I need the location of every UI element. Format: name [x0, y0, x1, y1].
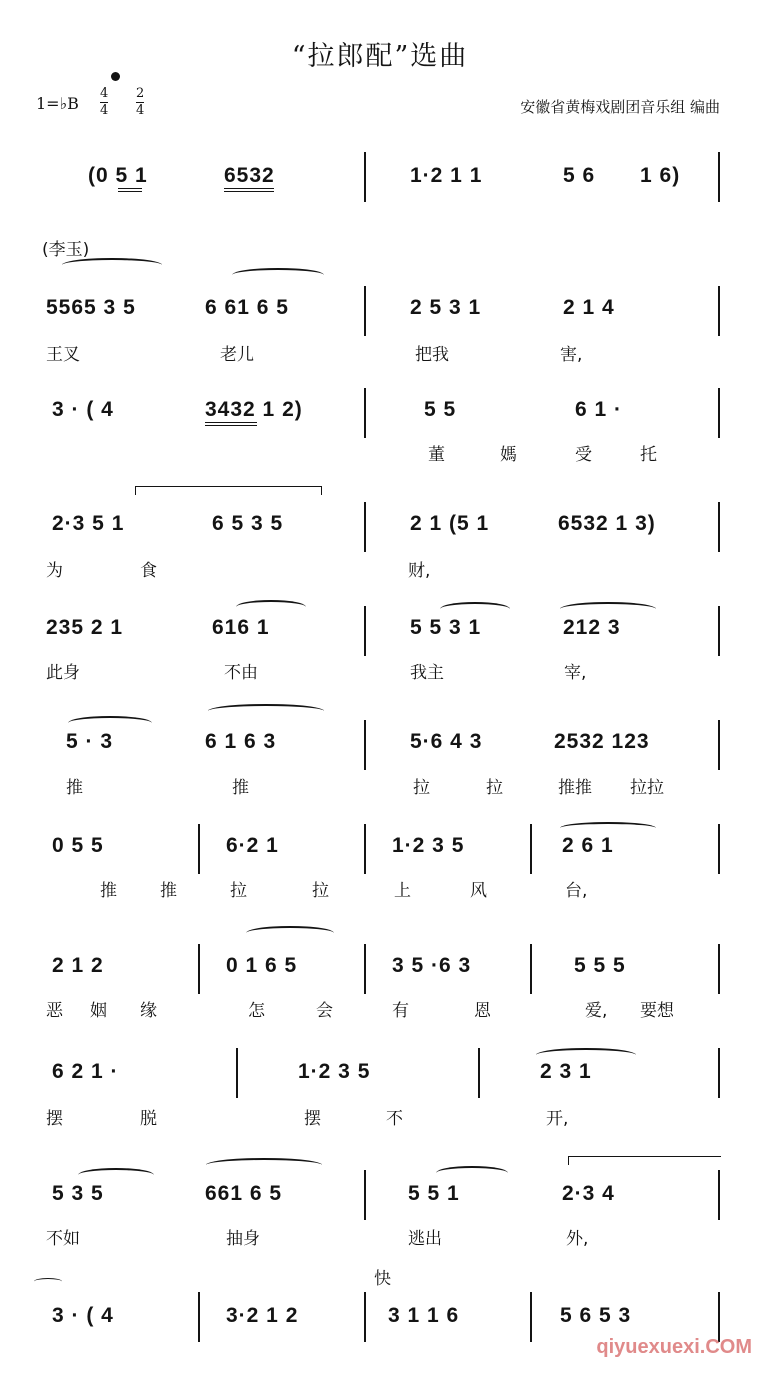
- bar-line: [198, 824, 200, 874]
- time-signature-4-4: [100, 86, 108, 119]
- lyric: 推: [66, 778, 83, 798]
- bar-line: [718, 944, 720, 994]
- tempo-marking: 快: [374, 1269, 391, 1289]
- note-group: 2 1 2: [52, 954, 104, 977]
- lyric: 媽: [500, 445, 517, 465]
- note-group: 2 1 4: [563, 296, 615, 319]
- lyric: 此身: [46, 663, 80, 683]
- bar-line: [718, 1170, 720, 1220]
- lyric: 拉: [486, 778, 503, 798]
- key-signature: 1=♭B: [36, 94, 79, 113]
- meter-numerator: 4: [100, 86, 109, 101]
- slur-mark: [232, 268, 324, 282]
- lyric: 不如: [46, 1229, 80, 1249]
- meter-denominator: 4: [136, 103, 145, 118]
- lyric: 财,: [408, 561, 431, 581]
- lyric: 摆: [304, 1109, 321, 1129]
- bar-line: [718, 824, 720, 874]
- tie-mark: [34, 1278, 62, 1285]
- underline-mark: [205, 422, 257, 426]
- note-group: 6532 1 3): [558, 512, 656, 535]
- note-group: 661 6 5: [205, 1182, 283, 1205]
- slur-mark: [560, 602, 656, 616]
- lyric: 拉: [312, 881, 329, 901]
- bar-line: [530, 824, 532, 874]
- lyric: 为: [46, 561, 63, 581]
- bar-line: [718, 286, 720, 336]
- lyric: 要想: [640, 1001, 674, 1021]
- note-group: 2·3 4: [562, 1182, 615, 1205]
- singer-label: (李玉): [42, 240, 90, 260]
- note-group: 6532: [224, 164, 275, 187]
- note-group: 1 6): [640, 164, 681, 187]
- lyric: 老儿: [220, 345, 254, 365]
- bar-line: [478, 1048, 480, 1098]
- lyric: 脱: [140, 1109, 157, 1129]
- note-group: 1·2 1 1: [410, 164, 483, 187]
- slur-mark: [78, 1168, 154, 1182]
- bar-line: [718, 502, 720, 552]
- bar-line: [364, 502, 366, 552]
- note-group: 5 6 5 3: [560, 1304, 632, 1327]
- bar-line: [718, 1048, 720, 1098]
- note-group: 3 · ( 4: [52, 398, 114, 421]
- note-group: 1·2 3 5: [298, 1060, 371, 1083]
- lyric: 推推: [558, 778, 592, 798]
- bar-line: [364, 388, 366, 438]
- note-group: 6 1 ·: [575, 398, 623, 421]
- slur-mark: [236, 600, 306, 614]
- bar-line: [364, 152, 366, 202]
- lyric: 害,: [560, 345, 583, 365]
- slur-mark: [436, 1166, 508, 1180]
- lyric: 拉: [413, 778, 430, 798]
- lyric: 恩: [474, 1001, 491, 1021]
- bracket-mark: [568, 1156, 721, 1165]
- lyric: 拉拉: [630, 778, 664, 798]
- lyric: 董: [428, 445, 445, 465]
- note-group: 5 3 5: [52, 1182, 104, 1205]
- bar-line: [236, 1048, 238, 1098]
- bar-line: [718, 720, 720, 770]
- meter-dot-mark: [111, 72, 120, 81]
- bar-line: [198, 1292, 200, 1342]
- bar-line: [364, 1292, 366, 1342]
- lyric: 食: [140, 561, 157, 581]
- note-group: 5 6: [563, 164, 596, 187]
- bar-line: [530, 944, 532, 994]
- lyric: 摆: [46, 1109, 63, 1129]
- note-group: 6 2 1 ·: [52, 1060, 119, 1083]
- note-group: 3 · ( 4: [52, 1304, 114, 1327]
- composer-credit: 安徽省黄梅戏剧团音乐组 编曲: [520, 98, 720, 116]
- bar-line: [718, 1292, 720, 1342]
- lyric: 把我: [415, 345, 449, 365]
- lyric: 风: [470, 881, 487, 901]
- lyric: 不: [386, 1109, 403, 1129]
- note-group: 2·3 5 1: [52, 512, 125, 535]
- underline-mark: [118, 188, 142, 192]
- lyric: 会: [316, 1001, 333, 1021]
- note-group: 5 5: [424, 398, 457, 421]
- lyric: 拉: [230, 881, 247, 901]
- lyric: 开,: [546, 1109, 569, 1129]
- note-group: 235 2 1: [46, 616, 124, 639]
- note-group: 2 1 (5 1: [410, 512, 490, 535]
- note-group: 6 61 6 5: [205, 296, 289, 319]
- note-group: 5 5 3 1: [410, 616, 482, 639]
- note-group: 2 5 3 1: [410, 296, 482, 319]
- lyric: 逃出: [408, 1229, 442, 1249]
- bracket-mark: [135, 486, 322, 495]
- bar-line: [198, 944, 200, 994]
- note-group: 6·2 1: [226, 834, 279, 857]
- note-group: 616 1: [212, 616, 270, 639]
- note-group: 5 5 5: [574, 954, 626, 977]
- note-group: 3·2 1 2: [226, 1304, 299, 1327]
- lyric: 有: [392, 1001, 409, 1021]
- note-group: 5565 3 5: [46, 296, 136, 319]
- note-group: 2532 123: [554, 730, 650, 753]
- bar-line: [530, 1292, 532, 1342]
- lyric: 恶: [46, 1001, 63, 1021]
- note-group: 0 5 5: [52, 834, 104, 857]
- note-group: 1·2 3 5: [392, 834, 465, 857]
- bar-line: [364, 606, 366, 656]
- note-group: (0 5 1: [88, 164, 148, 187]
- note-group: 3432 1 2): [205, 398, 303, 421]
- bar-line: [718, 388, 720, 438]
- slur-mark: [68, 716, 152, 730]
- lyric: 王叉: [46, 345, 80, 365]
- slur-mark: [206, 1158, 322, 1172]
- slur-mark: [62, 258, 162, 272]
- slur-mark: [560, 822, 656, 834]
- note-group: 3 1 1 6: [388, 1304, 460, 1327]
- bar-line: [364, 1170, 366, 1220]
- bar-line: [364, 944, 366, 994]
- note-group: 5·6 4 3: [410, 730, 483, 753]
- bar-line: [364, 824, 366, 874]
- meter-numerator: 2: [136, 86, 145, 101]
- bar-line: [718, 152, 720, 202]
- lyric: 不由: [224, 663, 258, 683]
- note-group: 212 3: [563, 616, 621, 639]
- note-group: 2 6 1: [562, 834, 614, 857]
- note-group: 3 5 ·6 3: [392, 954, 472, 977]
- lyric: 上: [394, 881, 411, 901]
- note-group: 0 1 6 5: [226, 954, 298, 977]
- slur-mark: [440, 602, 510, 616]
- time-signature-2-4: [136, 86, 144, 119]
- lyric: 托: [640, 445, 657, 465]
- slur-mark: [246, 926, 334, 940]
- lyric: 受: [575, 445, 592, 465]
- lyric: 宰,: [564, 663, 587, 683]
- lyric: 抽身: [226, 1229, 260, 1249]
- note-group: 2 3 1: [540, 1060, 592, 1083]
- lyric: 怎: [248, 1001, 265, 1021]
- lyric: 爱,: [585, 1001, 608, 1021]
- note-group: 6 1 6 3: [205, 730, 277, 753]
- underline-mark: [224, 188, 274, 192]
- bar-line: [364, 720, 366, 770]
- lyric: 推: [100, 881, 117, 901]
- slur-mark: [208, 704, 324, 718]
- watermark-text: qiyuexuexi.COM: [596, 1336, 752, 1358]
- bar-line: [364, 286, 366, 336]
- note-group: 6 5 3 5: [212, 512, 284, 535]
- lyric: 我主: [410, 663, 444, 683]
- lyric: 姻: [90, 1001, 107, 1021]
- lyric: 台,: [565, 881, 588, 901]
- note-group: 5 · 3: [66, 730, 114, 753]
- lyric: 外,: [566, 1229, 589, 1249]
- bar-line: [718, 606, 720, 656]
- lyric: 缘: [140, 1001, 157, 1021]
- meter-denominator: 4: [100, 103, 109, 118]
- lyric: 推: [160, 881, 177, 901]
- note-group: 5 5 1: [408, 1182, 460, 1205]
- lyric: 推: [232, 778, 249, 798]
- page-title: “拉郎配”选曲: [291, 41, 469, 72]
